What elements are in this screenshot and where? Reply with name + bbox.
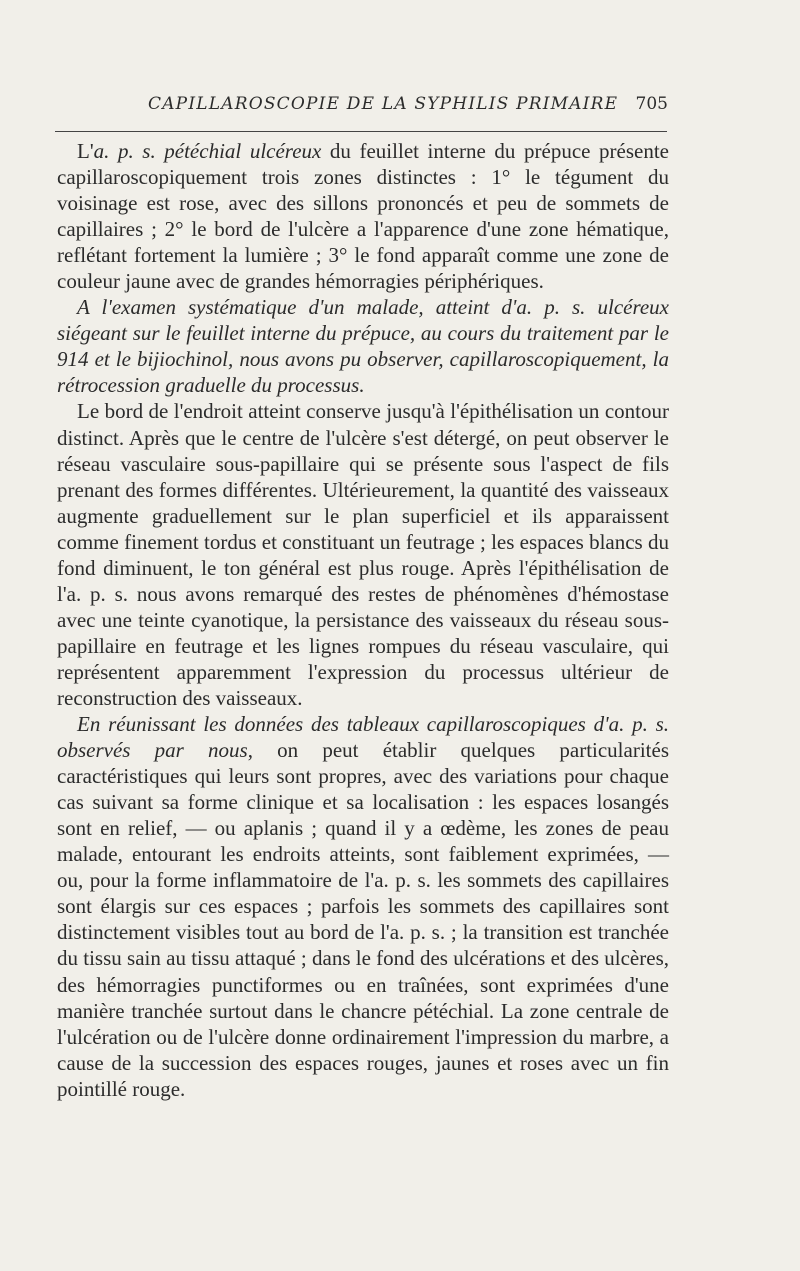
text-segment: Le bord de l'endroit atteint conserve jusqu'à l'épithélisation un contour distinct. Après que le centre de l'ulcère s'est détergé, on peut observer le réseau vasculaire sous-papillaire qui se présente sous l'aspect de fils prenant des formes différentes. Ultérieurement, la quantité des vaisseaux augmente graduellement sur le plan superficiel et ils apparaissent comme finement tordus et constituant un feutrage ; les espaces blancs du fond diminuent, le ton général est plus rouge. Après l'épithélisation de l'a. p. s. nous avons remarqué des restes de phénomènes d'hémostase avec une teinte cyanotique, la persistance des vaisseaux du réseau sous-papillaire en feutrage et les lignes rompues du réseau vasculaire, qui représentent apparemment l'expression du processus ultérieur de reconstruction des vaisseaux. (57, 399, 669, 710)
paragraph (57, 398, 669, 711)
header-rule (55, 131, 667, 132)
running-title: CAPILLAROSCOPIE DE LA SYPHILIS PRIMAIRE (148, 94, 619, 114)
text-segment: L' (77, 139, 94, 163)
text-segment-italic: A l'examen systématique d'un malade, atteint d'a. p. s. ulcéreux siégeant sur le feuillet interne du prépuce, au cours du traitement par le 914 et le bijiochinol, nous avons pu observer, capillaroscopiquement, la rétrocession graduelle du processus. (57, 295, 669, 398)
paragraph (57, 138, 669, 294)
text-segment: du feuillet interne du prépuce présente capillaroscopiquement trois zones distinctes : 1° le tégument du voisinage est rose, avec des sillons prononcés et peu de sommets de capillaires ; 2° le bord de l'ulcère a l'apparence d'une zone hématique, reflétant fortement la lumière ; 3° le fond apparaît comme une zone de couleur jaune avec de grandes hémorragies périphériques. (57, 139, 669, 294)
text-segment: , on peut établir quelques particularités caractéristiques qui leurs sont propres, avec des variations pour chaque cas suivant sa forme clinique et sa localisation : les espaces losangés sont en relief, — ou aplanis ; quand il y a œdème, les zones de peau malade, entourant les endroits atteints, sont faiblement exprimées, — ou, pour la forme inflammatoire de l'a. p. s. les sommets des capillaires sont élargis sur ces espaces ; parfois les sommets des capillaires sont distinctement visibles tout au bord de l'a. p. s. ; la transition est tranchée du tissu sain au tissu attaqué ; dans le fond des ulcérations et des ulcères, des hémorragies punctiformes ou en traînées, sont exprimées d'une manière tranchée surtout dans le chancre pétéchial. La zone centrale de l'ulcération ou de l'ulcère donne ordinairement l'impression du marbre, a cause de la succession des espaces rouges, jaunes et roses avec un fin pointillé rouge. (57, 738, 669, 1101)
paragraph (57, 294, 669, 398)
body-text (57, 138, 669, 1102)
running-head (58, 92, 668, 122)
text-segment-italic: a. p. s. pétéchial ulcéreux (93, 139, 322, 163)
page-number: 705 (635, 94, 668, 114)
paragraph (57, 711, 669, 1102)
text-segment-italic: En réunissant les données des tableaux capillaroscopiques d'a. p. s. observés par nous (57, 712, 669, 763)
